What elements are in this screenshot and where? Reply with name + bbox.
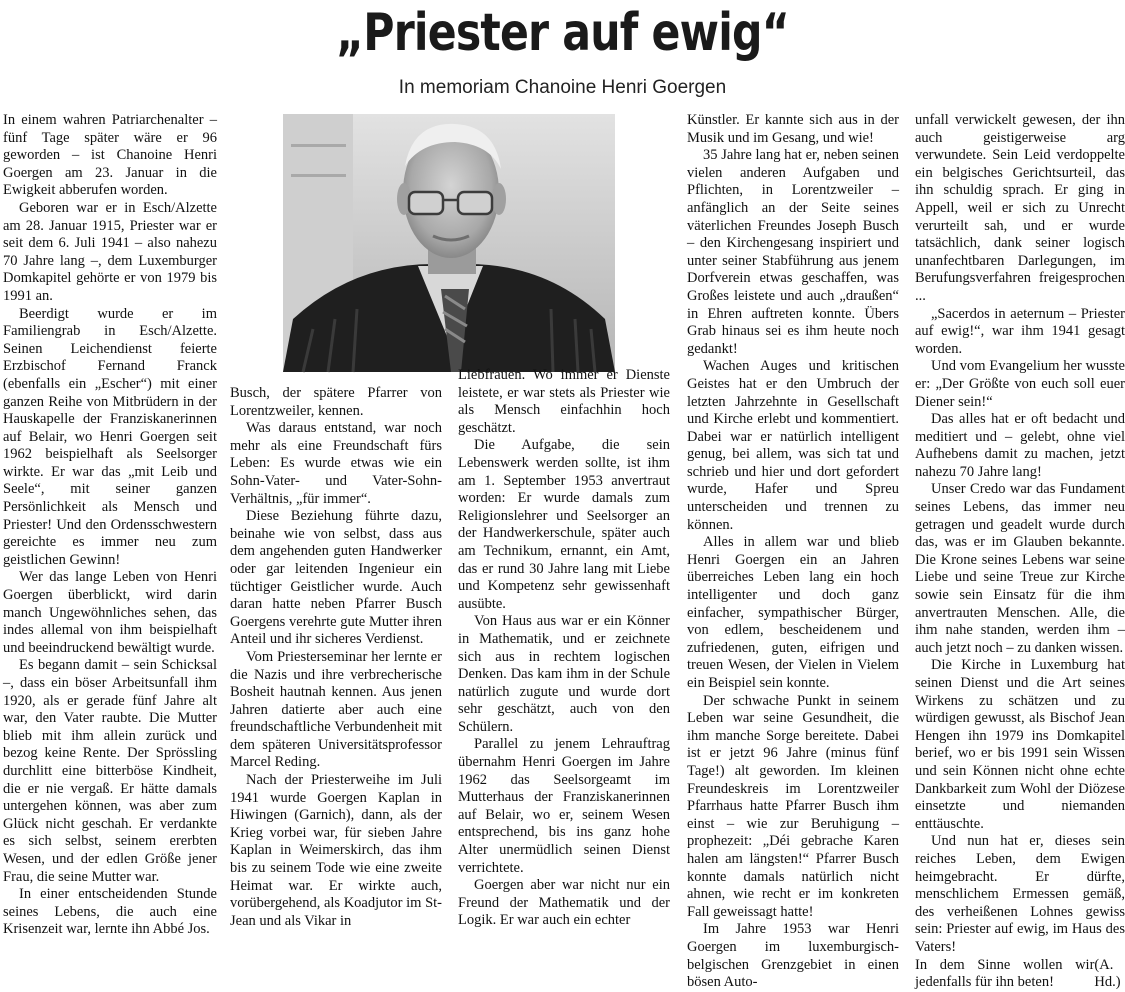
article-column-5: [915, 112, 1125, 991]
paragraph: Vom Priesterseminar her lernte er die Nazis und ihre verbrecherische Bosheit hautnah kennen. Aus jenen Jahren datierte aber auch eine freundschaftliche Verbundenheit mit dem späteren Universitätsprofessor Marcel Reding.: [230, 648, 442, 771]
portrait-photo: [283, 114, 615, 372]
paragraph: Der schwache Punkt in seinem Leben war seine Gesundheit, die ihm manche Sorge bereitete. Dabei ist er jetzt 96 Jahre (minus fünf Tage!) alt geworden. Im kleinen Freundeskreis im Lorentzweiler Pfarrhaus hatte Pfarrer Busch ihm einst – wie zur Beruhigung – prophezeit: „Déi gebrache Karen halen am längsten!“ Pfarrer Busch konnte damals natürlich nicht ahnen, wie recht er im konkreten Fall geweissagt hatte!: [687, 692, 899, 920]
paragraph: Goergen aber war nicht nur ein Freund der Mathematik und der Logik. Er war auch ein echter: [458, 877, 670, 929]
paragraph: Von Haus aus war er ein Könner in Mathematik, und er zeichnete sich aus in rechtem logischen Denken. Das kam ihm in der Schule natürlich zugute und wurde dort sehr geschätzt, auch von den Schülern.: [458, 613, 670, 735]
author-signature: (A. Hd.): [1094, 956, 1121, 991]
paragraph: Nach der Priesterweihe im Juli 1941 wurde Goergen Kaplan in Hiwingen (Garnich), dann, als der Krieg vorbei war, für sieben Jahre Kaplan in Weimerskirch, das ihm bis zu seinem Tode wie eine zweite Heimat war. Er wirkte auch, vorübergehend, als Koadjutor im St-Jean und als Vikar in: [230, 772, 442, 929]
paragraph: Künstler. Er kannte sich aus in der Musik und im Gesang, und wie!: [687, 112, 899, 146]
paragraph: In einer entscheidenden Stunde seines Lebens, die auch eine Krisenzeit war, lernte ihn Abbé Jos.: [3, 886, 217, 938]
article-column-4: [687, 112, 899, 991]
paragraph: unfall verwickelt gewesen, der ihn auch geistigerweise arg verwundete. Sein Leid verdoppelte ein belgisches Gerichtsurteil, das ihn schuldig sprach. Er ging in Appell, weil er sich zu Unrecht verurteilt sah, und er wurde tatsächlich, dank seiner logisch unanfechtbaren Darlegungen, im Berufungsverfahren freigesprochen ...: [915, 112, 1125, 304]
paragraph: Parallel zu jenem Lehrauftrag übernahm Henri Goergen im Jahre 1962 das Seelsorgeamt im Mutterhaus der Franziskanerinnen auf Belair, wo er, seinem Wesen entsprechend, bis ins ganz hohe Alter unermüdlich seinen Dienst verrichtete.: [458, 736, 670, 876]
closing-line: [915, 957, 1125, 992]
article-column-3: [458, 367, 670, 929]
closing-text: In dem Sinne wollen wir jedenfalls für ihn beten!: [915, 956, 1095, 991]
paragraph: Es begann damit – sein Schicksal –, dass ein böser Arbeitsunfall ihm 1920, als er gerade fünf Jahre alt war, den Vater raubte. Die Mutter blieb mit ihm allein zurück und bezog keine Rente. Der Sprössling durchlitt eine bitterböse Kindheit, die er nie vergaß. Er hätte damals untergehen können, was aber zum Glück nicht geschah. Er verdankte es sich selbst, seinem ererbten Wesen, und der edlen Größe jener Frau, die seine Mutter war.: [3, 657, 217, 885]
paragraph: Was daraus entstand, war noch mehr als eine Freundschaft fürs Leben: Es wurde etwas wie ein Sohn-Vater- und Vater-Sohn-Verhältnis, „für immer“.: [230, 420, 442, 507]
article-column-1: [3, 112, 217, 938]
paragraph: In einem wahren Patriarchenalter – fünf Tage später wäre er 96 geworden – ist Chanoine Henri Goergen am 23. Januar in die Ewigkeit abberufen worden.: [3, 112, 217, 199]
paragraph: Wer das lange Leben von Henri Goergen überblickt, wird darin manch Ungewöhnliches sehen, das indes allemal von ihm beispielhaft und beeindruckend bewältigt wurde.: [3, 569, 217, 656]
paragraph: Busch, der spätere Pfarrer von Lorentzweiler, kennen.: [230, 385, 442, 419]
paragraph: 35 Jahre lang hat er, neben seinen vielen anderen Aufgaben und Pflichten, in Lorentzweiler – anfänglich an der Seite seines väterlichen Freundes Joseph Busch – den Kirchengesang inspiriert und unter seiner Stabführung aus jenem Dorfverein etwas geschaffen, was Großes leistete und auch „draußen“ in Ehren auftreten konnte. Übers Grab hinaus sei es ihm heute noch gedankt!: [687, 147, 899, 357]
paragraph: Die Kirche in Luxemburg hat seinen Dienst und die Art seines Wirkens zu schätzen und zu würdigen gewusst, als Bischof Jean Hengen ihn 1979 ins Domkapitel berief, wo er bis 1991 sein Wissen und sein Können nicht ohne echte Dankbarkeit zum Wohl der Diözese einsetzte und niemanden enttäuschte.: [915, 657, 1125, 832]
paragraph: Die Aufgabe, die sein Lebenswerk werden sollte, ist ihm am 1. September 1953 anvertraut worden: Er wurde damals zum Religionslehrer und Seelsorger an der Handwerkerschule, später auch am Technikum, ernannt, ein Amt, das er rund 30 Jahre lang mit Liebe und Kompetenz sehr gewissenhaft ausübte.: [458, 437, 670, 612]
article-column-2: [230, 385, 442, 929]
paragraph: Unser Credo war das Fundament seines Lebens, das immer neu getragen und geadelt wurde durch das, was er im Glauben bekannte. Die Krone seines Lebens war seine Liebe und seine Treue zur Kirche sowie sein Einsatz für die ihm anvertrauten Menschen. Alle, die ihm nahe standen, werden ihm – auch jetzt noch – zu danken wissen.: [915, 481, 1125, 656]
paragraph: Und nun hat er, dieses sein reiches Leben, dem Ewigen heimgebracht. Er dürfte, menschlichem Ermessen gemäß, des verheißenen Lohnes gewiss sein: Priester auf ewig, im Haus des Vaters!: [915, 833, 1125, 955]
portrait-photo-icon: [283, 114, 615, 372]
article-headline: „Priester auf ewig“: [336, 3, 789, 63]
paragraph: Das alles hat er oft bedacht und meditiert und – gelebt, ohne viel Aufhebens damit zu machen, jetzt nahezu 70 Jahre lang!: [915, 411, 1125, 480]
article-subheadline: In memoriam Chanoine Henri Goergen: [398, 77, 727, 98]
paragraph: Geboren war er in Esch/Alzette am 28. Januar 1915, Priester war er seit dem 6. Juli 1941 – also nahezu 70 Jahre lang –, dem Luxemburger Domkapitel gehörte er von 1979 bis 1991 an.: [3, 199, 217, 304]
paragraph: Beerdigt wurde er im Familiengrab in Esch/Alzette. Seinen Leichendienst feierte Erzbischof Fernand Franck (ebenfalls ein „Escher“) mit einer ganzen Reihe von Mitbrüdern in der Hauskapelle der Franziskanerinnen auf Belair, wo Henri Goergen seit 1962 beispielhaft als Seelsorger wirkte. Er war das „mit Leib und Seele“, mit seiner ganzen Persönlichkeit als Mensch und Priester! Und den Ordensschwestern gereichte es immer neu zum geistlichen Gewinn!: [3, 305, 217, 568]
paragraph: Alles in allem war und blieb Henri Goergen ein an Jahren überreiches Leben lang ein hoch intelligenter und doch ganz einfacher, sympathischer Bürger, von edlem, bescheidenem und zufriedenen, guten, eifrigen und treuen Wesen, der Vielen in Vielem ein Beispiel sein konnte.: [687, 534, 899, 691]
paragraph: „Sacerdos in aeternum – Priester auf ewig!“, war ihm 1941 gesagt worden.: [915, 305, 1125, 357]
paragraph: Wachen Auges und kritischen Geistes hat er den Umbruch der letzten Jahrzehnte in Gesellschaft und Kirche erlebt und kommentiert. Dabei war er natürlich intelligent genug, bei allem, was sich tat und schrieb und hier und dort gefordert wurde, Hafer und Spreu unterscheiden und trennen zu können.: [687, 358, 899, 533]
paragraph: Im Jahre 1953 war Henri Goergen im luxemburgisch-belgischen Grenzgebiet in einen bösen Auto-: [687, 921, 899, 991]
paragraph: Und vom Evangelium her wusste er: „Der Größte von euch soll euer Diener sein!“: [915, 358, 1125, 410]
paragraph: Diese Beziehung führte dazu, beinahe wie von selbst, dass aus dem angehenden guten Handwerker oder gar leitenden Ingenieur ein tüchtiger Geistlicher wurde. Auch daran hatte neben Pfarrer Busch Goergens verehrte gute Mutter ihren Anteil und ihr sicheres Verdienst.: [230, 508, 442, 648]
paragraph: Liebfrauen. Wo immer er Dienste leistete, er war stets als Priester wie als Mensch einfachhin hoch geschätzt.: [458, 367, 670, 436]
